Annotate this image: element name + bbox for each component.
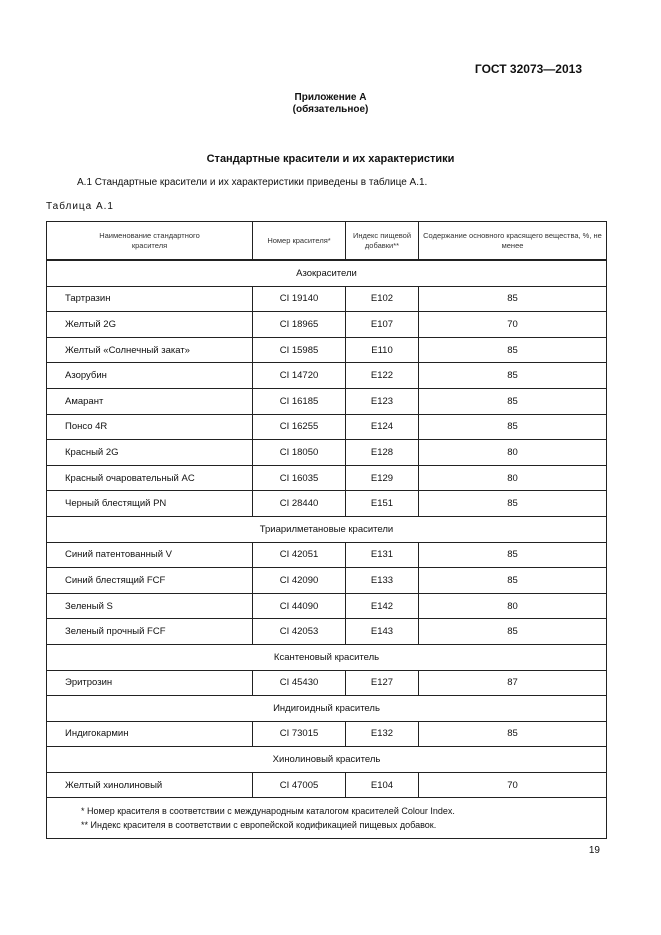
e-index: E132: [346, 721, 419, 747]
table-section-row: [47, 516, 607, 542]
dye-name: Зеленый прочный FCF: [47, 619, 253, 645]
column-header-e: Индекс пищевой добавки**: [346, 222, 419, 261]
table-row: [47, 568, 607, 594]
content-percent: 85: [419, 542, 607, 568]
e-index: E127: [346, 670, 419, 696]
section-label: Ксантеновый краситель: [47, 644, 607, 670]
ci-number: CI 14720: [253, 363, 346, 389]
e-index: E102: [346, 286, 419, 312]
dye-name: Индигокармин: [47, 721, 253, 747]
content-percent: 70: [419, 312, 607, 338]
dye-name: Красный очаровательный AC: [47, 465, 253, 491]
e-index: E122: [346, 363, 419, 389]
page-number: 19: [588, 845, 600, 856]
content-percent: 85: [419, 721, 607, 747]
table-row: [47, 414, 607, 440]
content-percent: 85: [419, 286, 607, 312]
ci-number: CI 42051: [253, 542, 346, 568]
intro-paragraph: А.1 Стандартные красители и их характеристики приведены в таблице А.1.: [77, 177, 428, 188]
dyes-table: [46, 221, 607, 839]
content-percent: 85: [419, 388, 607, 414]
appendix-heading: [0, 92, 661, 116]
dye-name: Синий патентованный V: [47, 542, 253, 568]
dye-name: Синий блестящий FCF: [47, 568, 253, 594]
column-header-name: Наименование стандартного красителя: [47, 222, 253, 261]
dye-name: Амарант: [47, 388, 253, 414]
ci-number: CI 73015: [253, 721, 346, 747]
table-row: [47, 465, 607, 491]
dye-name: Желтый 2G: [47, 312, 253, 338]
section-label: Индигоидный краситель: [47, 696, 607, 722]
footnotes-row: [47, 798, 607, 839]
table-row: [47, 363, 607, 389]
ci-number: CI 28440: [253, 491, 346, 517]
table-row: [47, 542, 607, 568]
e-index: E143: [346, 619, 419, 645]
table-row: [47, 593, 607, 619]
content-percent: 85: [419, 568, 607, 594]
dye-name: Красный 2G: [47, 440, 253, 466]
dye-name: Черный блестящий PN: [47, 491, 253, 517]
e-index: E128: [346, 440, 419, 466]
content-percent: 70: [419, 772, 607, 798]
section-label: Азокрасители: [47, 260, 607, 286]
ci-number: CI 42053: [253, 619, 346, 645]
e-index: E104: [346, 772, 419, 798]
footnote: ** Индекс красителя в соответствии с европейской кодификацией пищевых добавок.: [81, 820, 437, 831]
appendix-subtitle: (обязательное): [292, 104, 369, 115]
ci-number: CI 16185: [253, 388, 346, 414]
e-index: E133: [346, 568, 419, 594]
ci-number: CI 19140: [253, 286, 346, 312]
table-row: [47, 286, 607, 312]
table-caption: Таблица А.1: [46, 201, 114, 212]
section-title: Стандартные красители и их характеристики: [206, 153, 455, 165]
table-row: [47, 772, 607, 798]
ci-number: CI 16035: [253, 465, 346, 491]
ci-number: CI 18965: [253, 312, 346, 338]
e-index: E129: [346, 465, 419, 491]
e-index: E142: [346, 593, 419, 619]
table-section-row: [47, 644, 607, 670]
content-percent: 85: [419, 491, 607, 517]
column-header-ci: Номер красителя*: [253, 222, 346, 261]
ci-number: CI 16255: [253, 414, 346, 440]
content-percent: 80: [419, 440, 607, 466]
e-index: E110: [346, 337, 419, 363]
e-index: E107: [346, 312, 419, 338]
ci-number: CI 42090: [253, 568, 346, 594]
table-section-row: [47, 696, 607, 722]
dye-name: Азорубин: [47, 363, 253, 389]
dye-name: Понсо 4R: [47, 414, 253, 440]
content-percent: 85: [419, 337, 607, 363]
standard-number: ГОСТ 32073—2013: [474, 62, 582, 76]
ci-number: CI 44090: [253, 593, 346, 619]
dye-name: Желтый хинолиновый: [47, 772, 253, 798]
table-row: [47, 619, 607, 645]
table-header-row: [47, 222, 607, 261]
column-header-content: Содержание основного красящего вещества, %, не менее: [419, 222, 607, 261]
content-percent: 85: [419, 414, 607, 440]
table-row: [47, 312, 607, 338]
content-percent: 80: [419, 465, 607, 491]
e-index: E131: [346, 542, 419, 568]
content-percent: 80: [419, 593, 607, 619]
ci-number: CI 47005: [253, 772, 346, 798]
dye-name: Зеленый S: [47, 593, 253, 619]
table-row: [47, 337, 607, 363]
appendix-title: Приложение А: [294, 92, 367, 103]
table-row: [47, 721, 607, 747]
table-row: [47, 388, 607, 414]
dye-name: Эритрозин: [47, 670, 253, 696]
e-index: E123: [346, 388, 419, 414]
e-index: E124: [346, 414, 419, 440]
table-row: [47, 670, 607, 696]
ci-number: CI 45430: [253, 670, 346, 696]
table-row: [47, 491, 607, 517]
content-percent: 85: [419, 619, 607, 645]
table-section-row: [47, 260, 607, 286]
section-label: Хинолиновый краситель: [47, 747, 607, 773]
content-percent: 85: [419, 363, 607, 389]
dye-name: Желтый «Солнечный закат»: [47, 337, 253, 363]
content-percent: 87: [419, 670, 607, 696]
ci-number: CI 18050: [253, 440, 346, 466]
footnote: * Номер красителя в соответствии с международным каталогом красителей Colour Index.: [81, 806, 455, 817]
section-label: Триарилметановые красители: [47, 516, 607, 542]
ci-number: CI 15985: [253, 337, 346, 363]
table-section-row: [47, 747, 607, 773]
table-row: [47, 440, 607, 466]
dye-name: Тартразин: [47, 286, 253, 312]
e-index: E151: [346, 491, 419, 517]
